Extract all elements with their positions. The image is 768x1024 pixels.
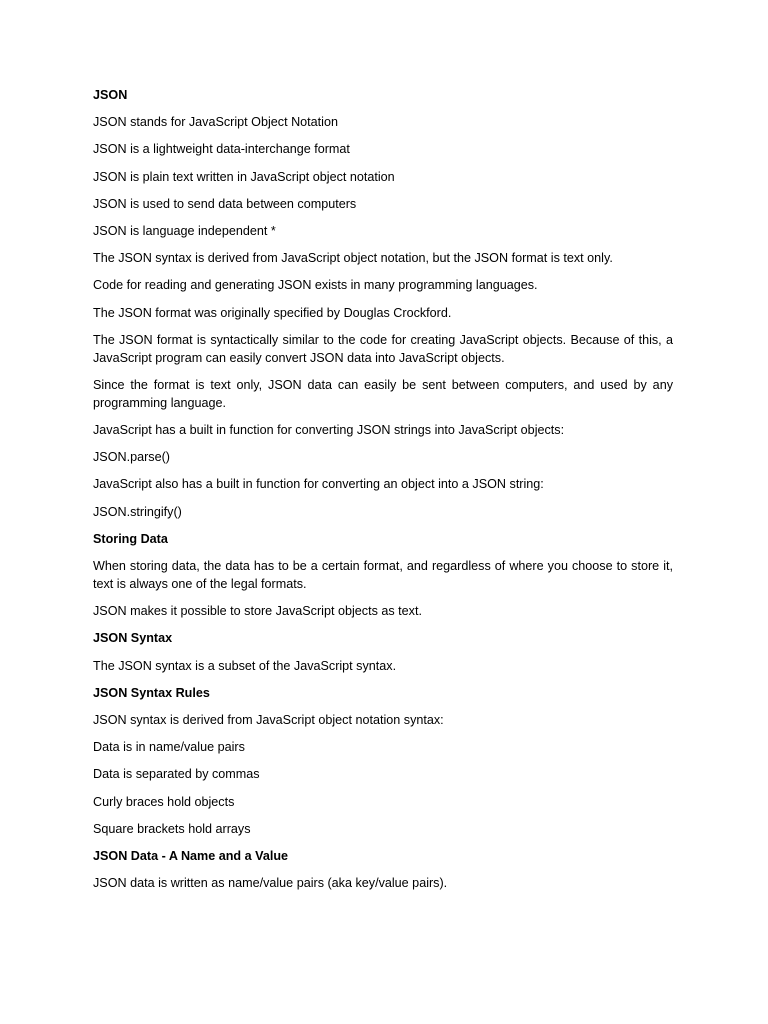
body-paragraph: JSON syntax is derived from JavaScript object notation syntax:: [93, 712, 444, 727]
body-paragraph: Data is separated by commas: [93, 767, 260, 782]
body-paragraph: The JSON syntax is a subset of the JavaScript syntax.: [93, 658, 397, 673]
body-paragraph: JSON is language independent *: [93, 223, 276, 238]
section-heading: Storing Data: [93, 531, 168, 546]
body-paragraph: JSON is used to send data between computers: [93, 196, 357, 211]
body-paragraph: JSON is a lightweight data-interchange format: [93, 142, 350, 157]
body-paragraph: Curly braces hold objects: [93, 794, 235, 809]
section-heading: JSON Syntax Rules: [93, 685, 210, 700]
body-paragraph: JSON.parse(): [93, 450, 170, 465]
body-paragraph: The JSON format is syntactically similar to the code for creating JavaScript objects. Because of this, a JavaScript program can easily convert JSON data into JavaScript objects.: [93, 332, 673, 365]
body-paragraph: The JSON syntax is derived from JavaScript object notation, but the JSON format is text only.: [93, 251, 613, 266]
section-heading: JSON Syntax: [93, 631, 173, 646]
body-paragraph: Square brackets hold arrays: [93, 821, 251, 836]
body-paragraph: When storing data, the data has to be a certain format, and regardless of where you choose to store it, text is always one of the legal formats.: [93, 559, 673, 591]
body-paragraph: JSON.stringify(): [93, 504, 182, 519]
body-paragraph: JavaScript has a built in function for converting JSON strings into JavaScript objects:: [93, 423, 565, 438]
body-paragraph: JSON is plain text written in JavaScript object notation: [93, 169, 395, 184]
body-paragraph: JSON stands for JavaScript Object Notation: [93, 115, 338, 130]
section-heading: JSON Data - A Name and a Value: [93, 848, 289, 863]
body-paragraph: JSON data is written as name/value pairs (aka key/value pairs).: [93, 876, 448, 891]
section-heading: JSON: [93, 88, 128, 102]
document-page: [93, 86, 673, 901]
body-paragraph: Data is in name/value pairs: [93, 740, 245, 755]
body-paragraph: The JSON format was originally specified by Douglas Crockford.: [93, 305, 452, 320]
body-paragraph: JavaScript also has a built in function for converting an object into a JSON string:: [93, 477, 544, 492]
body-paragraph: JSON makes it possible to store JavaScript objects as text.: [93, 604, 422, 619]
body-paragraph: Code for reading and generating JSON exists in many programming languages.: [93, 278, 538, 293]
body-paragraph: Since the format is text only, JSON data can easily be sent between computers, and used by any programming language.: [93, 377, 673, 410]
